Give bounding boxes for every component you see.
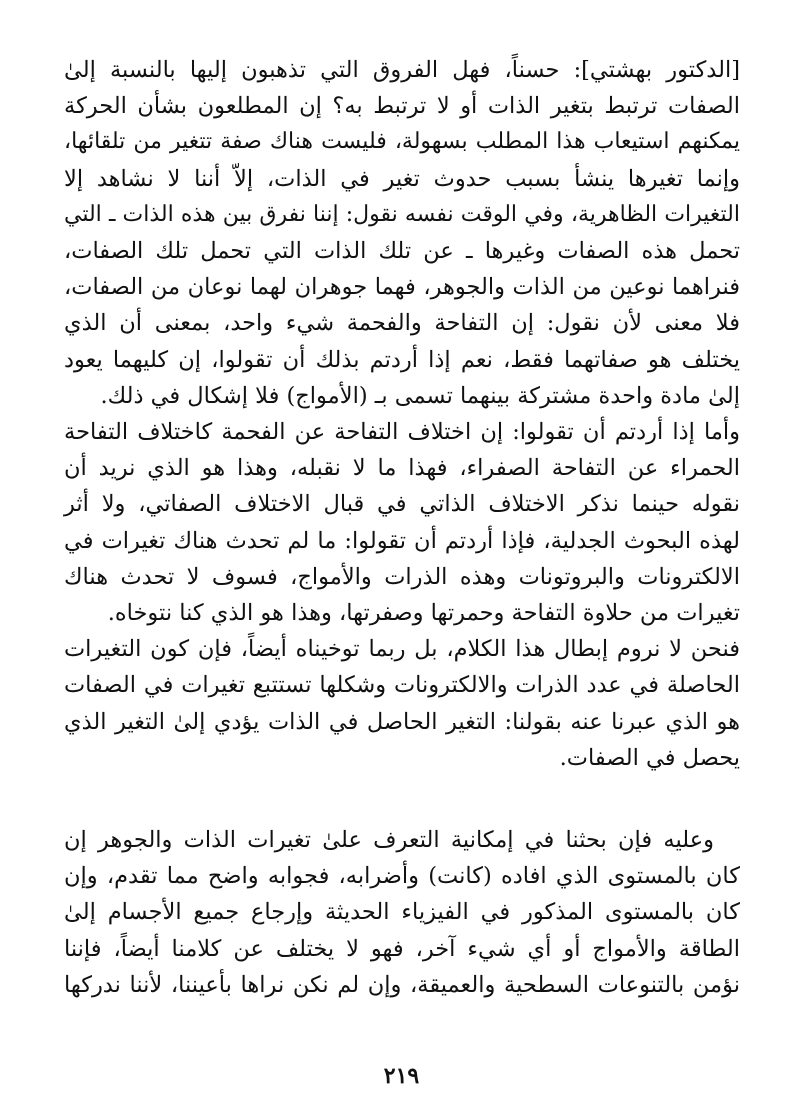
text-line: فلا معنى لأن نقول: إن التفاحة والفحمة شيء واحد، بمعنى أن الذي bbox=[64, 310, 740, 337]
text-line: يمكنهم استيعاب هذا المطلب بسهولة، فليست هناك صفة تتغير من تلقائها، bbox=[64, 129, 740, 155]
paragraph-2 bbox=[64, 822, 740, 1003]
text-line: كان بالمستوى الذي افاده (كانت) وأضرابه، فجوابه واضح مما تقدم، وإن bbox=[64, 863, 740, 890]
text-line: تحمل هذه الصفات وغيرها ـ عن تلك الذات التي تحمل تلك الصفات، bbox=[64, 238, 740, 265]
text-line: يختلف هو صفاتهما فقط، نعم إذا أردتم بذلك أن تقولوا، إن كليهما يعود bbox=[64, 346, 740, 373]
text-line: إلىٰ مادة واحدة مشتركة بينهما تسمى بـ (الأمواج) فلا إشكال في ذلك. bbox=[100, 382, 740, 409]
text-line: الحمراء عن التفاحة الصفراء، فهذا ما لا نقبله، وهذا هو الذي نريد أن bbox=[64, 455, 740, 482]
text-line: الالكترونات والبروتونات وهذه الذرات والأمواج، فسوف لا تحدث هناك bbox=[64, 563, 740, 590]
text-line: يحصل في الصفات. bbox=[559, 744, 740, 771]
text-line: وإنما تغيرها ينشأ بسبب حدوث تغير في الذات، إلاّ أننا لا نشاهد إلا bbox=[64, 165, 740, 192]
text-line: فنحن لا نروم إبطال هذا الكلام، بل ربما توخيناه أيضاً، فإن كون التغيرات bbox=[64, 636, 740, 663]
text-line: كان بالمستوى المذكور في الفيزياء الحديثة وإرجاع جميع الأجسام إلىٰ bbox=[64, 899, 740, 926]
page-number: ٢١٩ bbox=[383, 1063, 420, 1089]
text-line: تغيرات من حلاوة التفاحة وحمرتها وصفرتها، وهذا هو الذي كنا نتوخاه. bbox=[107, 600, 740, 627]
text-line: التغيرات الظاهرية، وفي الوقت نفسه نقول: إننا نفرق بين هذه الذات ـ التي bbox=[64, 201, 740, 227]
text-line: [الدكتور بهشتي]: حسناً، فهل الفروق التي تذهبون إليها بالنسبة إلىٰ bbox=[64, 57, 740, 83]
text-line: نؤمن بالتنوعات السطحية والعميقة، وإن لم نكن نراها بأعيننا، لأننا ندركها bbox=[64, 971, 740, 998]
text-line: فنراهما نوعين من الذات والجوهر، فهما جوهران لهما نوعان من الصفات، bbox=[64, 274, 740, 301]
paragraph-1 bbox=[64, 52, 740, 776]
text-line: الطاقة والأمواج أو أي شيء آخر، فهو لا يختلف عن كلامنا أيضاً، فإننا bbox=[64, 935, 740, 962]
text-line: هو الذي عبرنا عنه بقولنا: التغير الحاصل في الذات يؤدي إلىٰ التغير الذي bbox=[64, 708, 740, 735]
text-line: لهذه البحوث الجدلية، فإذا أردتم أن تقولوا: ما لم تحدث هناك تغيرات في bbox=[64, 527, 740, 554]
text-line: نقوله حينما نذكر الاختلاف الذاتي في قبال الاختلاف الصفاتي، ولا أثر bbox=[64, 491, 740, 518]
text-line: الحاصلة في عدد الذرات والالكترونات وشكلها تستتبع تغيرات في الصفات bbox=[64, 672, 740, 699]
text-line: وعليه فإن بحثنا في إمكانية التعرف علىٰ تغيرات الذات والجوهر إن bbox=[64, 827, 714, 853]
text-line: وأما إذا أردتم أن تقولوا: إن اختلاف التفاحة عن الفحمة كاختلاف التفاحة bbox=[64, 419, 740, 446]
text-line: الصفات ترتبط بتغير الذات أو لا ترتبط به؟ إن المطلعون بشأن الحركة bbox=[64, 93, 740, 120]
